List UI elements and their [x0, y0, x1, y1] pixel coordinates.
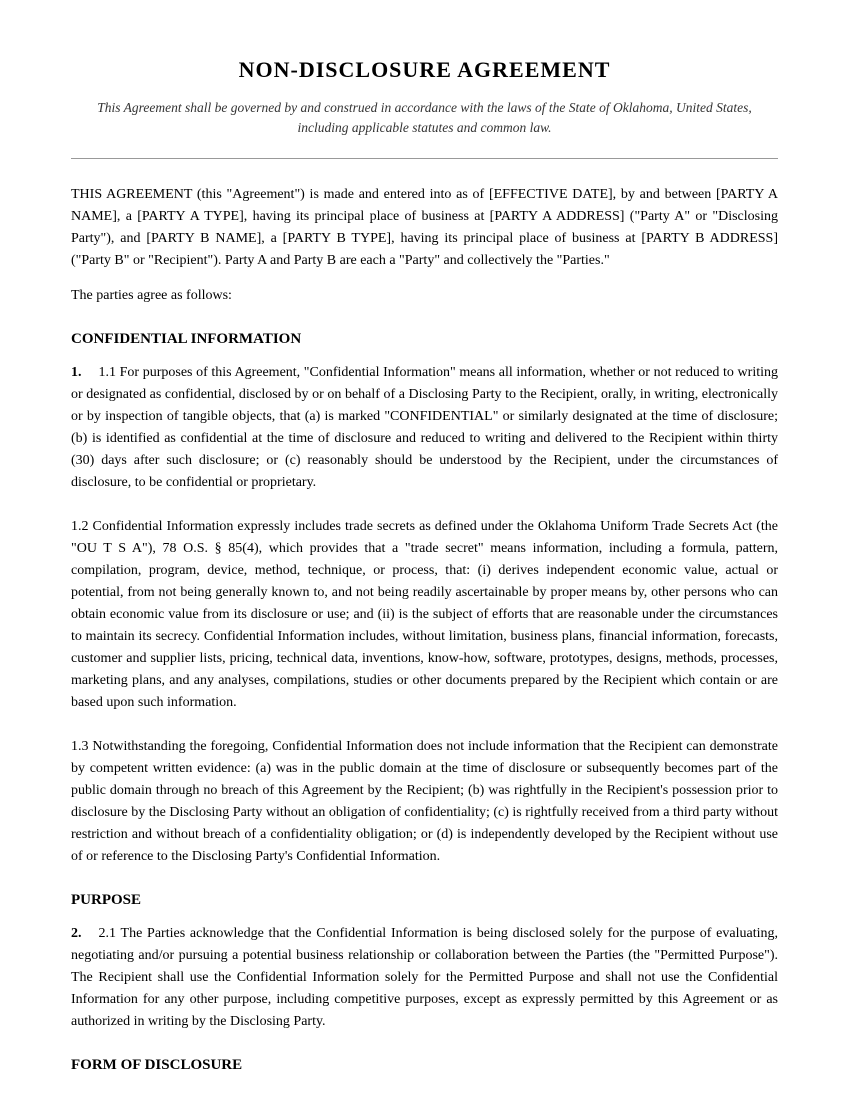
clause-2-1-text: 2.1 The Parties acknowledge that the Confidential Information is being disclosed solely for the purpose of evaluating, negotiating and/or pursuing a potential business relationship or collaboration between the Parties (the "Permitted Purpose"). The Recipient shall use the Confidential Information solely for the Permitted Purpose and shall not use the Confidential Information for any other purpose, including competitive purposes, except as expressly permitted by this Agreement or as authorized in writing by the Disclosing Party. — [71, 926, 778, 1029]
section-heading-purpose: PURPOSE — [71, 892, 142, 908]
divider — [71, 158, 778, 159]
section-heading-form-of-disclosure: FORM OF DISCLOSURE — [71, 1057, 243, 1073]
clause-number-2: 2. — [71, 926, 82, 941]
preamble-paragraph: THIS AGREEMENT (this "Agreement") is made and entered into as of [EFFECTIVE DATE], by and between [PARTY A NAME], a [PARTY A TYPE], having its principal place of business at [PARTY A ADDRESS] ("Party A" or "Disclosing Party"), and [PARTY B NAME], a [PARTY B TYPE], having its principal place of business at [PARTY B ADDRESS] ("Party B" or "Recipient"). Party A and Party B are each a "Party" and collectively the "Parties." — [71, 187, 778, 268]
clause-1-1-text: 1.1 For purposes of this Agreement, "Confidential Information" means all information, whether or not reduced to writing or designated as confidential, disclosed by or on behalf of a Disclosing Party to the Recipient, orally, in writing, electronically or by inspection of tangible objects, that (a) is marked "CONFIDENTIAL" or similarly designated at the time of disclosure; (b) is identified as confidential at the time of disclosure and reduced to writing and delivered to the Recipient within thirty (30) days after such disclosure; or (c) reasonably should be understood by the Recipient, under the circumstances of disclosure, to be confidential or proprietary. — [71, 365, 778, 490]
page-title: NON-DISCLOSURE AGREEMENT — [238, 57, 611, 82]
clause-number-1: 1. — [71, 365, 82, 380]
clause-1-1 — [71, 362, 778, 494]
section-heading-confidential-information: CONFIDENTIAL INFORMATION — [71, 331, 302, 347]
governing-law-note: This Agreement shall be governed by and construed in accordance with the laws of the State of Oklahoma, United States, including applicable statutes and common law. — [97, 100, 752, 135]
clause-1-3: 1.3 Notwithstanding the foregoing, Confidential Information does not include information that the Recipient can demonstrate by competent written evidence: (a) was in the public domain at the time of disclosure or subsequently becomes part of the public domain through no breach of this Agreement by the Recipient; (b) was rightfully in the Recipient's possession prior to disclosure by the Disclosing Party without an obligation of confidentiality; (c) is rightfully received from a third party without restriction and without breach of a confidentiality obligation; or (d) is independently developed by the Recipient without use of or reference to the Disclosing Party's Confidential Information. — [71, 739, 778, 864]
clause-2-1 — [71, 923, 778, 1033]
lead-in-line: The parties agree as follows: — [71, 288, 232, 303]
clause-1-2: 1.2 Confidential Information expressly includes trade secrets as defined under the Oklahoma Uniform Trade Secrets Act (the "OU T S A"), 78 O.S. § 85(4), which provides that a "trade secret" means information, including a formula, pattern, compilation, program, device, method, technique, or process, that: (i) derives independent economic value, actual or potential, from not being generally known to, and not being readily ascertainable by proper means by, other persons who can obtain economic value from its disclosure or use; and (ii) is the subject of efforts that are reasonable under the circumstances to maintain its secrecy. Confidential Information includes, without limitation, business plans, financial information, forecasts, customer and supplier lists, pricing, technical data, inventions, know-how, software, prototypes, designs, methods, processes, marketing plans, and any analyses, compilations, studies or other documents prepared by the Recipient which contain or are based upon such information. — [71, 519, 778, 710]
